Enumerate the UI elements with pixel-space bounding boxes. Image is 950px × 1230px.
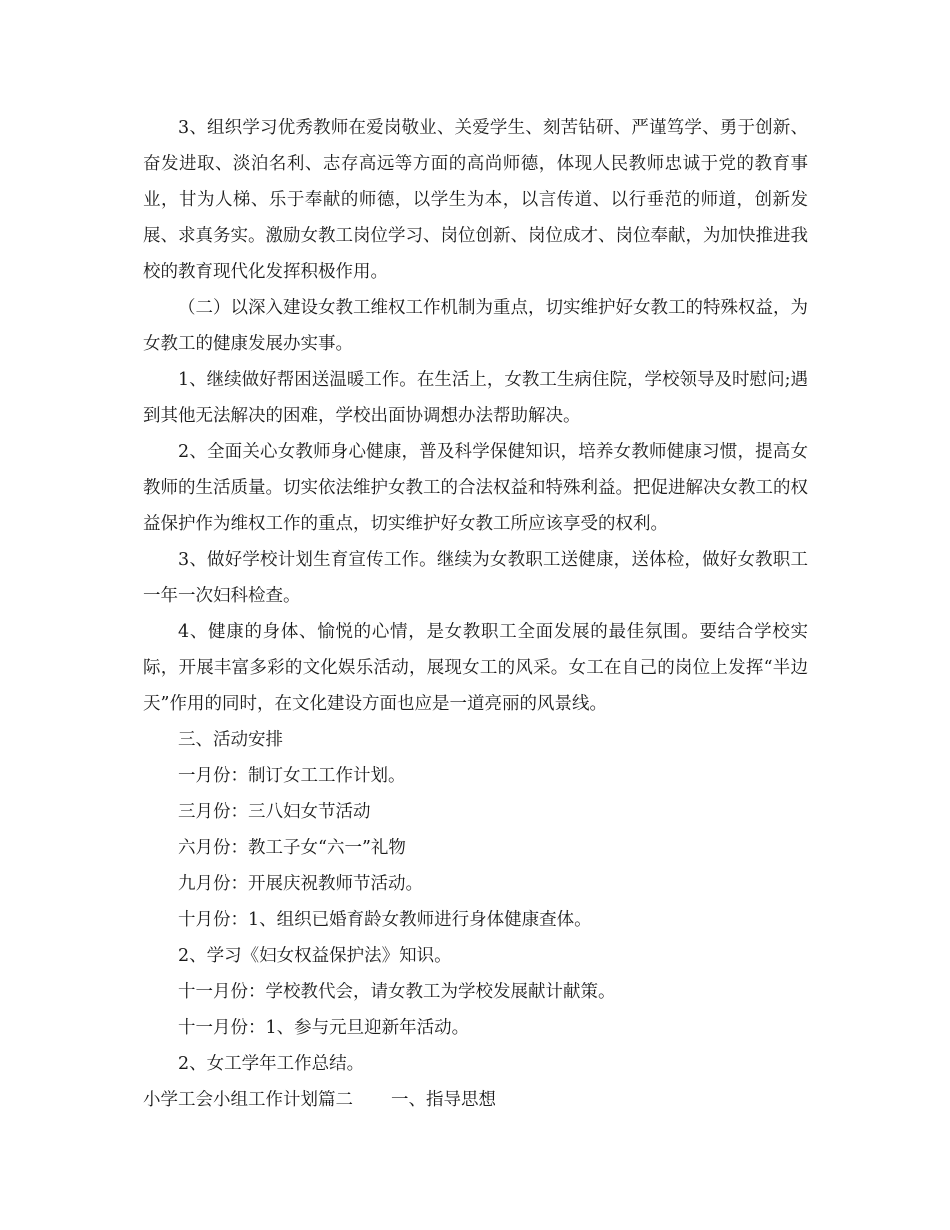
paragraph-health-care: 2、全面关心女教师身心健康，普及科学保健知识，培养女教师健康习惯，提高女教师的生活质量。切实依法维护女教工的合法权益和特殊利益。把促进解决女教工的权益保护作为维权工作的重点，切实维护好女教工所应该享受的权利。 <box>143 442 808 534</box>
paragraph-teacher-ethics: 3、组织学习优秀教师在爱岗敬业、关爱学生、刻苦钻研、严谨笃学、勇于创新、奋发进取、淡泊名利、志存高远等方面的高尚师德，体现人民教师忠诚于党的教育事业，甘为人梯、乐于奉献的师德，以学生为本，以言传道、以行垂范的师道，创新发展、求真务实。激励女教工岗位学习、岗位创新、岗位成才、岗位奉献，为加快推进我校的教育现代化发挥积极作用。 <box>143 118 808 282</box>
section-heading-activities: 三、活动安排 <box>178 730 283 750</box>
next-section-line <box>143 1082 808 1118</box>
schedule-item-november-3: 2、女工学年工作总结。 <box>178 1054 365 1074</box>
paragraph-rights-mechanism: （二）以深入建设女教工维权工作机制为重点，切实维护好女教工的特殊权益，为女教工的健康发展办实事。 <box>143 298 808 354</box>
paragraph-family-planning: 3、做好学校计划生育宣传工作。继续为女教职工送健康，送体检，做好女教职工一年一次妇科检查。 <box>143 550 808 606</box>
document-body <box>143 110 808 1118</box>
schedule-item-january: 一月份：制订女工工作计划。 <box>178 766 406 786</box>
schedule-item-march: 三月份：三八妇女节活动 <box>178 802 371 822</box>
next-section-title: 小学工会小组工作计划篇二 <box>143 1090 353 1110</box>
schedule-item-november: 十一月份：学校教代会，请女教工为学校发展献计献策。 <box>178 982 616 1002</box>
schedule-item-october: 十月份：1、组织已婚育龄女教师进行身体健康查体。 <box>178 910 592 930</box>
schedule-item-june: 六月份：教工子女“六一”礼物 <box>178 838 406 858</box>
schedule-item-september: 九月份：开展庆祝教师节活动。 <box>178 874 423 894</box>
paragraph-cultural-activities: 4、健康的身体、愉悦的心情，是女教职工全面发展的最佳氛围。要结合学校实际，开展丰富多彩的文化娱乐活动，展现女工的风采。女工在自己的岗位上发挥“半边天”作用的同时，在文化建设方面也应是一道亮丽的风景线。 <box>143 622 808 714</box>
next-section-heading: 一、指导思想 <box>391 1090 496 1110</box>
schedule-item-october-2: 2、学习《妇女权益保护法》知识。 <box>178 946 452 966</box>
paragraph-warmth-work: 1、继续做好帮困送温暖工作。在生活上，女教工生病住院，学校领导及时慰问;遇到其他无法解决的困难，学校出面协调想办法帮助解决。 <box>143 370 808 426</box>
schedule-item-november-2: 十一月份：1、参与元旦迎新年活动。 <box>178 1018 470 1038</box>
